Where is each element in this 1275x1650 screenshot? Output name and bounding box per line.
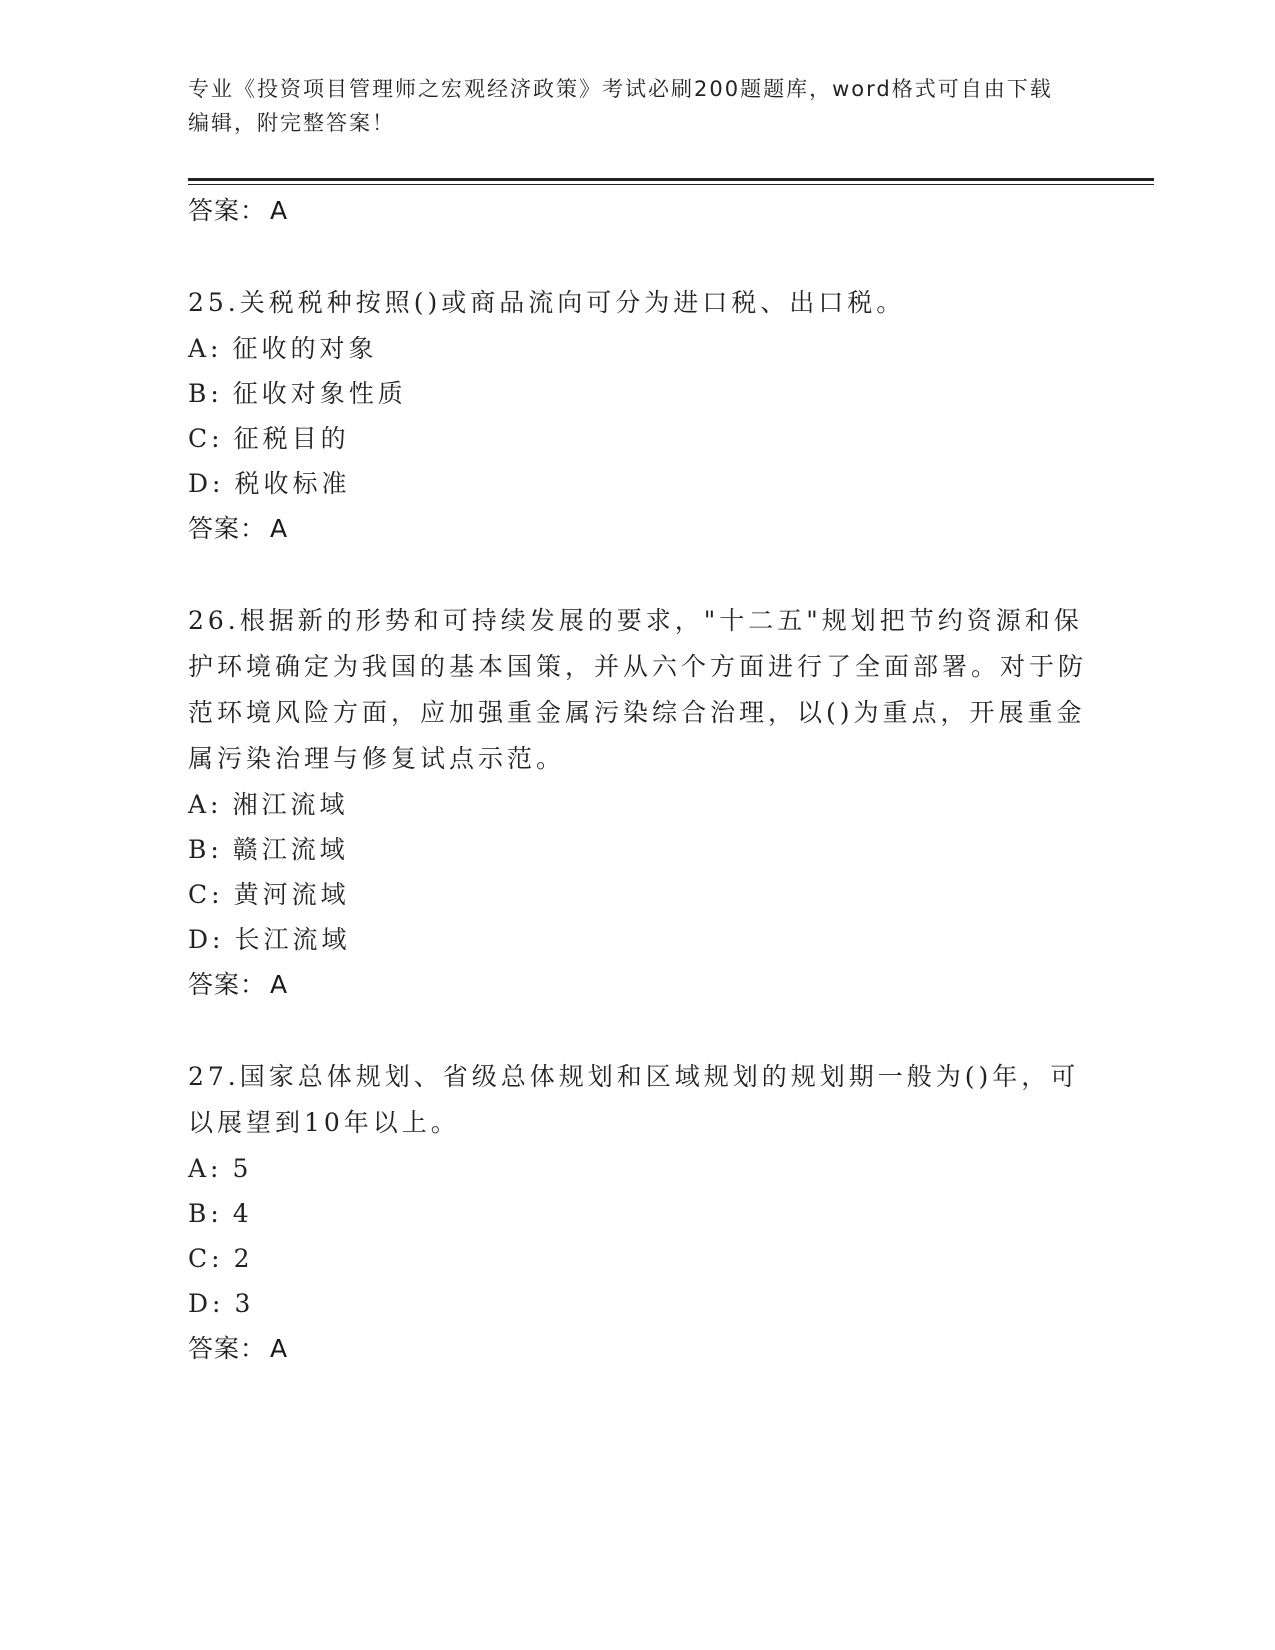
- header-divider-thick: [188, 178, 1154, 181]
- option-c: [188, 1236, 1088, 1281]
- option-text: 征税目的: [233, 424, 350, 453]
- answer-value: A: [270, 514, 289, 543]
- previous-answer: [188, 188, 1088, 234]
- option-letter: D:: [188, 469, 225, 498]
- question-26: [188, 598, 1088, 1008]
- option-b: [188, 1191, 1088, 1236]
- question-answer: [188, 506, 1088, 552]
- option-text: 征收的对象: [232, 334, 378, 363]
- question-27: [188, 1054, 1088, 1372]
- option-letter: B:: [188, 379, 223, 408]
- option-c: [188, 872, 1088, 917]
- question-answer: [188, 962, 1088, 1008]
- option-letter: C:: [188, 424, 224, 453]
- option-letter: C:: [188, 1244, 224, 1273]
- question-answer: [188, 1326, 1088, 1372]
- option-letter: D:: [188, 1289, 225, 1318]
- option-text: 赣江流域: [232, 835, 349, 864]
- question-text: 27.国家总体规划、省级总体规划和区域规划的规划期一般为()年，可以展望到10年以上。: [188, 1062, 1080, 1137]
- option-letter: A:: [188, 790, 223, 819]
- spacer: [188, 1008, 1088, 1054]
- answer-label: 答案：: [188, 514, 267, 543]
- option-text: 湘江流域: [232, 790, 349, 819]
- header-divider-thin: [188, 184, 1154, 185]
- answer-label: 答案：: [188, 970, 267, 999]
- option-d: [188, 1281, 1088, 1326]
- answer-label: 答案：: [188, 1334, 267, 1363]
- option-text: 5: [232, 1154, 253, 1183]
- option-letter: A:: [188, 334, 223, 363]
- option-letter: C:: [188, 880, 224, 909]
- question-25: [188, 280, 1088, 552]
- option-text: 税收标准: [234, 469, 351, 498]
- option-letter: A:: [188, 1154, 223, 1183]
- option-d: [188, 461, 1088, 506]
- answer-value: A: [270, 1334, 289, 1363]
- option-letter: B:: [188, 835, 223, 864]
- answer-value: A: [270, 970, 289, 999]
- question-list: [188, 188, 1088, 1372]
- option-text: 长江流域: [234, 925, 351, 954]
- option-text: 2: [233, 1244, 254, 1273]
- question-text: 26.根据新的形势和可持续发展的要求，"十二五"规划把节约资源和保护环境确定为我国的基本国策，并从六个方面进行了全面部署。对于防范环境风险方面，应加强重金属污染综合治理，以()为重点，开展重金属污染治理与修复试点示范。: [188, 606, 1088, 773]
- answer-value: A: [270, 196, 289, 225]
- option-b: [188, 371, 1088, 416]
- option-d: [188, 917, 1088, 962]
- document-header: 专业《投资项目管理师之宏观经济政策》考试必刷200题题库，word格式可自由下载编辑，附完整答案！: [188, 77, 1053, 135]
- option-a: [188, 782, 1088, 827]
- option-a: [188, 326, 1088, 371]
- option-a: [188, 1146, 1088, 1191]
- spacer: [188, 234, 1088, 280]
- option-letter: B:: [188, 1199, 223, 1228]
- option-c: [188, 416, 1088, 461]
- option-letter: D:: [188, 925, 225, 954]
- spacer: [188, 552, 1088, 598]
- option-b: [188, 827, 1088, 872]
- option-text: 黄河流域: [233, 880, 350, 909]
- option-text: 4: [232, 1199, 253, 1228]
- option-text: 征收对象性质: [232, 379, 407, 408]
- answer-label: 答案：: [188, 196, 267, 225]
- question-text: 25.关税税种按照()或商品流向可分为进口税、出口税。: [188, 288, 906, 317]
- option-text: 3: [234, 1289, 255, 1318]
